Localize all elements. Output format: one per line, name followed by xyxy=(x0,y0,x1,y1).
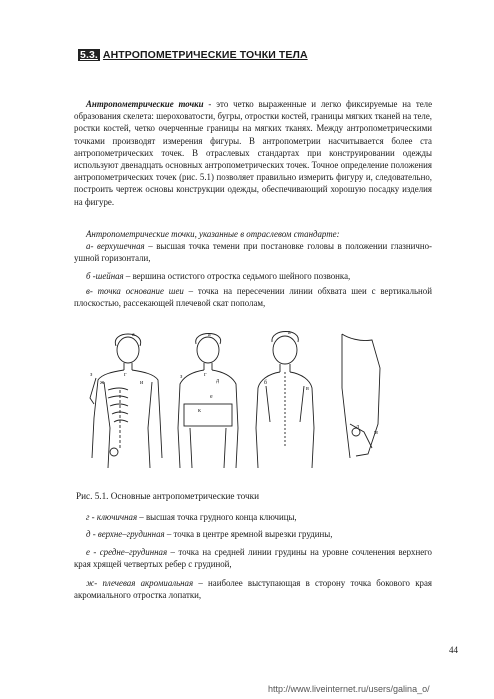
point-zh-term: ж- плечевая акромиальная xyxy=(86,578,194,588)
figure-front-skeleton xyxy=(90,334,162,468)
point-d xyxy=(74,528,432,540)
point-e xyxy=(74,546,432,570)
svg-text:е: е xyxy=(210,394,213,400)
figure-front-band xyxy=(178,334,238,469)
svg-text:л: л xyxy=(356,424,359,430)
point-g xyxy=(74,511,432,523)
point-a-term: а- верхушечная xyxy=(86,241,145,251)
svg-text:б: б xyxy=(264,380,268,386)
standard-intro xyxy=(74,228,432,240)
point-zh-text: – наиболее выступающая в сторону точка бокового края акромиального отростка лопатки, xyxy=(74,578,432,601)
section-number: 5.3. xyxy=(80,49,98,61)
svg-text:ж: ж xyxy=(100,380,105,386)
svg-text:д: д xyxy=(216,378,220,384)
point-d-term: д - верхне–грудинная xyxy=(86,529,165,539)
section-heading xyxy=(78,49,308,61)
svg-text:г: г xyxy=(204,372,207,378)
svg-text:а: а xyxy=(208,332,211,338)
figure-side-arm xyxy=(342,334,380,458)
standard-intro-text: Антропометрические точки, указанные в отраслевом стандарте: xyxy=(86,229,340,239)
anthropometric-figure xyxy=(80,328,410,476)
svg-text:к: к xyxy=(198,408,201,414)
point-d-text: – точка в центре яремной вырезки грудины, xyxy=(164,529,333,539)
figure-caption: Рис. 5.1. Основные антропометрические точки xyxy=(76,491,259,501)
point-a-text: – высшая точка темени при постановке головы в положении глазнично-ушной горизонтали, xyxy=(74,241,432,264)
svg-text:з: з xyxy=(180,374,183,380)
point-e-term: е - средне–грудинная xyxy=(86,547,168,557)
svg-text:м: м xyxy=(374,430,378,436)
svg-text:г: г xyxy=(124,372,127,378)
point-zh xyxy=(74,577,432,601)
point-g-term: г - ключичная xyxy=(86,512,138,522)
svg-text:а: а xyxy=(132,332,135,338)
point-v xyxy=(74,285,432,309)
page-number: 44 xyxy=(449,645,458,655)
point-b-term: б -шейная xyxy=(86,271,124,281)
figure-back xyxy=(256,332,314,469)
point-g-text: – высшая точка грудного конца ключицы, xyxy=(137,512,297,522)
intro-paragraph xyxy=(74,98,432,208)
point-e-text: – точка на средней линии грудины на уровне сочленения верхнего края хрящей четвертых ребер с грудиной, xyxy=(74,547,432,570)
point-a xyxy=(74,240,432,264)
footer-url: http://www.liveinternet.ru/users/galina_o/ xyxy=(268,684,430,694)
point-b xyxy=(74,270,432,282)
svg-text:в: в xyxy=(306,386,309,392)
svg-text:а: а xyxy=(288,330,291,336)
point-b-text: – вершина остистого отростка седьмого шейного позвонка, xyxy=(123,271,351,281)
svg-text:и: и xyxy=(140,380,144,386)
point-v-text: – точка на пересечении линии обхвата шеи с вертикальной плоскостью, рассекающей плечевой скат пополам, xyxy=(74,286,432,309)
point-v-term: в- точка основание шеи xyxy=(86,286,184,296)
svg-text:з: з xyxy=(90,372,93,378)
intro-term: Антропометрические точки xyxy=(86,99,204,109)
intro-text: - это четко выраженные и легко фиксируемые на теле образования скелета: шероховатости, бугры, отростки костей, границы мягких тканей на теле, ростки костей, четко очерченные границы на мягких тканях. Между антропометрическими точками производят измерения фигуры. В антропометрии насчитывается более ста антропометрических точек. В отраслевых стандартах при конструировании одежды используют двенадцать основных антропометрических точек. Точное определение положения антропометрических точек (рис. 5.1) позволяет правильно измерить фигуру и, следовательно, построить чертеж основы конструкции одежды, обеспечивающий хорошую посадку изделия на фигуре. xyxy=(74,99,433,207)
section-title: АНТРОПОМЕТРИЧЕСКИЕ ТОЧКИ ТЕЛА xyxy=(102,49,308,61)
figure-labels xyxy=(90,330,378,436)
